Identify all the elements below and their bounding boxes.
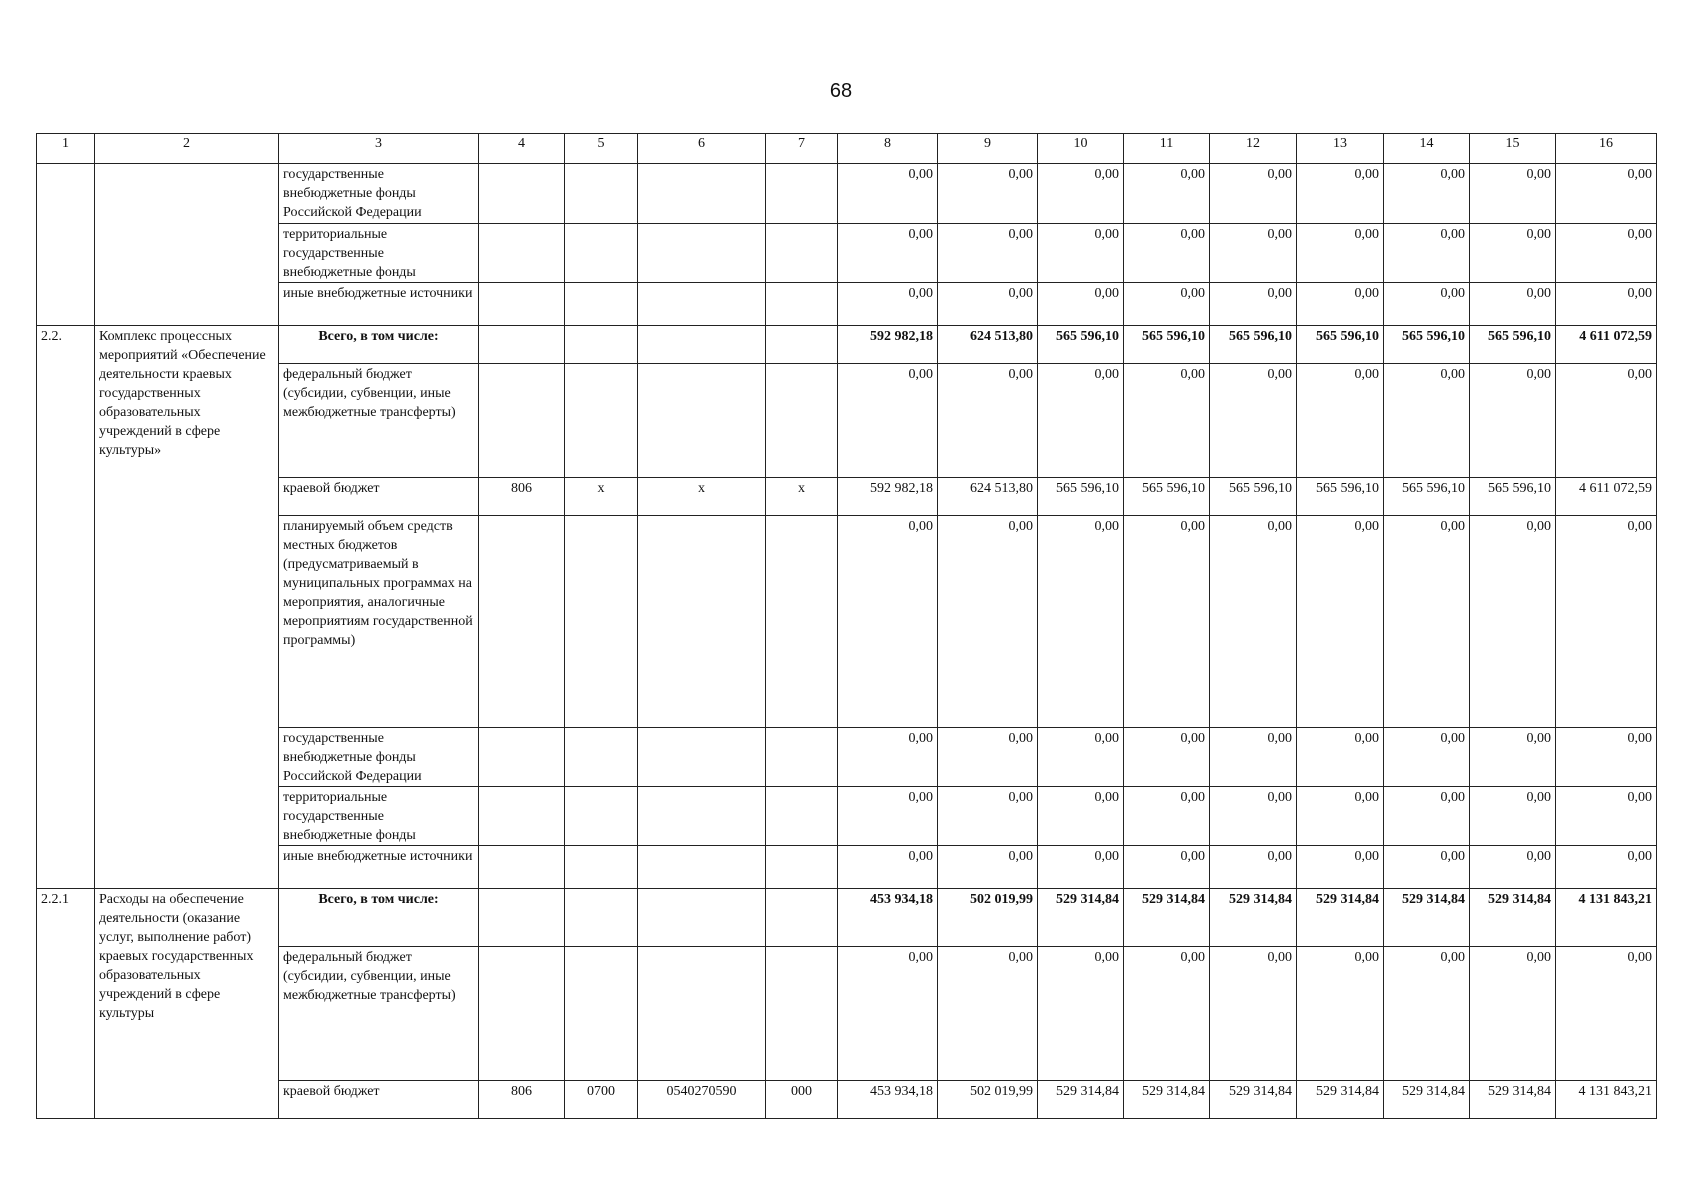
value-cell-col10: 0,00 bbox=[1038, 947, 1124, 1081]
value-cell-col10: 0,00 bbox=[1038, 224, 1124, 283]
value-cell-col12: 0,00 bbox=[1210, 947, 1297, 1081]
value-cell-col15: 565 596,10 bbox=[1470, 478, 1556, 516]
header-cell: 15 bbox=[1470, 134, 1556, 164]
value-cell-col13: 0,00 bbox=[1297, 728, 1384, 787]
value-cell-col16: 0,00 bbox=[1556, 728, 1657, 787]
expense-type-cell bbox=[766, 364, 838, 478]
value-cell-col11: 0,00 bbox=[1124, 164, 1210, 224]
table-row bbox=[37, 728, 1657, 787]
program-name-cell: Комплекс процессных мероприятий «Обеспечение деятельности краевых государственных образовательных учреждений в сфере культуры» bbox=[95, 326, 279, 889]
value-cell-col11: 0,00 bbox=[1124, 224, 1210, 283]
value-cell-col13: 529 314,84 bbox=[1297, 889, 1384, 947]
value-cell-col13: 0,00 bbox=[1297, 516, 1384, 728]
value-cell-col8: 0,00 bbox=[838, 516, 938, 728]
value-cell-col10: 0,00 bbox=[1038, 516, 1124, 728]
value-cell-col16: 4 131 843,21 bbox=[1556, 889, 1657, 947]
table-row bbox=[37, 283, 1657, 326]
value-cell-col9: 624 513,80 bbox=[938, 478, 1038, 516]
section-code-cell bbox=[565, 516, 638, 728]
value-cell-col15: 0,00 bbox=[1470, 283, 1556, 326]
value-cell-col8: 0,00 bbox=[838, 947, 938, 1081]
funding-source-label: федеральный бюджет (субсидии, субвенции, иные межбюджетные трансферты) bbox=[279, 947, 479, 1081]
value-cell-col12: 0,00 bbox=[1210, 787, 1297, 846]
row-number-cell: 2.2. bbox=[37, 326, 95, 889]
value-cell-col16: 4 131 843,21 bbox=[1556, 1081, 1657, 1119]
funding-source-label: территориальные государственные внебюджетные фонды bbox=[279, 787, 479, 846]
value-cell-col11: 565 596,10 bbox=[1124, 326, 1210, 364]
value-cell-col10: 0,00 bbox=[1038, 283, 1124, 326]
value-cell-col16: 4 611 072,59 bbox=[1556, 326, 1657, 364]
value-cell-col13: 0,00 bbox=[1297, 787, 1384, 846]
value-cell-col13: 529 314,84 bbox=[1297, 1081, 1384, 1119]
target-article-cell bbox=[638, 224, 766, 283]
value-cell-col16: 0,00 bbox=[1556, 224, 1657, 283]
value-cell-col13: 0,00 bbox=[1297, 846, 1384, 889]
expense-type-cell bbox=[766, 846, 838, 889]
table-row bbox=[37, 364, 1657, 478]
section-code-cell bbox=[565, 889, 638, 947]
value-cell-col8: 0,00 bbox=[838, 728, 938, 787]
value-cell-col14: 529 314,84 bbox=[1384, 889, 1470, 947]
value-cell-col16: 0,00 bbox=[1556, 787, 1657, 846]
value-cell-col8: 0,00 bbox=[838, 787, 938, 846]
value-cell-col12: 0,00 bbox=[1210, 516, 1297, 728]
section-code-cell bbox=[565, 283, 638, 326]
value-cell-col10: 529 314,84 bbox=[1038, 1081, 1124, 1119]
section-code-cell bbox=[565, 326, 638, 364]
grbs-code-cell bbox=[479, 889, 565, 947]
value-cell-col12: 0,00 bbox=[1210, 846, 1297, 889]
value-cell-col9: 0,00 bbox=[938, 728, 1038, 787]
target-article-cell bbox=[638, 787, 766, 846]
expense-type-cell bbox=[766, 516, 838, 728]
grbs-code-cell: 806 bbox=[479, 1081, 565, 1119]
section-code-cell bbox=[565, 728, 638, 787]
value-cell-col13: 0,00 bbox=[1297, 947, 1384, 1081]
value-cell-col9: 624 513,80 bbox=[938, 326, 1038, 364]
value-cell-col15: 0,00 bbox=[1470, 164, 1556, 224]
grbs-code-cell bbox=[479, 947, 565, 1081]
header-cell: 3 bbox=[279, 134, 479, 164]
value-cell-col10: 0,00 bbox=[1038, 164, 1124, 224]
expense-type-cell bbox=[766, 787, 838, 846]
value-cell-col13: 0,00 bbox=[1297, 224, 1384, 283]
value-cell-col11: 0,00 bbox=[1124, 283, 1210, 326]
grbs-code-cell bbox=[479, 326, 565, 364]
row-number-cell bbox=[37, 164, 95, 326]
value-cell-col10: 565 596,10 bbox=[1038, 478, 1124, 516]
header-cell: 1 bbox=[37, 134, 95, 164]
funding-source-label: Всего, в том числе: bbox=[279, 889, 479, 947]
funding-source-label: иные внебюджетные источники bbox=[279, 846, 479, 889]
value-cell-col8: 0,00 bbox=[838, 283, 938, 326]
value-cell-col15: 0,00 bbox=[1470, 224, 1556, 283]
value-cell-col8: 0,00 bbox=[838, 224, 938, 283]
row-number-cell: 2.2.1 bbox=[37, 889, 95, 1119]
header-cell: 10 bbox=[1038, 134, 1124, 164]
header-cell: 8 bbox=[838, 134, 938, 164]
header-cell: 5 bbox=[565, 134, 638, 164]
value-cell-col10: 565 596,10 bbox=[1038, 326, 1124, 364]
value-cell-col14: 0,00 bbox=[1384, 224, 1470, 283]
grbs-code-cell bbox=[479, 224, 565, 283]
value-cell-col16: 0,00 bbox=[1556, 364, 1657, 478]
target-article-cell bbox=[638, 164, 766, 224]
header-cell: 7 bbox=[766, 134, 838, 164]
value-cell-col11: 0,00 bbox=[1124, 947, 1210, 1081]
expense-type-cell bbox=[766, 947, 838, 1081]
page-number: 68 bbox=[829, 80, 853, 102]
value-cell-col15: 0,00 bbox=[1470, 516, 1556, 728]
target-article-cell bbox=[638, 364, 766, 478]
table-row bbox=[37, 516, 1657, 728]
value-cell-col12: 0,00 bbox=[1210, 224, 1297, 283]
grbs-code-cell bbox=[479, 846, 565, 889]
value-cell-col16: 0,00 bbox=[1556, 516, 1657, 728]
value-cell-col9: 0,00 bbox=[938, 947, 1038, 1081]
section-code-cell bbox=[565, 787, 638, 846]
funding-source-label: государственные внебюджетные фонды Российской Федерации bbox=[279, 164, 479, 224]
header-cell: 4 bbox=[479, 134, 565, 164]
table-row bbox=[37, 846, 1657, 889]
value-cell-col11: 0,00 bbox=[1124, 846, 1210, 889]
value-cell-col10: 0,00 bbox=[1038, 728, 1124, 787]
section-code-cell bbox=[565, 947, 638, 1081]
table-row bbox=[37, 478, 1657, 516]
value-cell-col12: 0,00 bbox=[1210, 728, 1297, 787]
value-cell-col12: 0,00 bbox=[1210, 364, 1297, 478]
value-cell-col15: 0,00 bbox=[1470, 364, 1556, 478]
value-cell-col9: 0,00 bbox=[938, 516, 1038, 728]
target-article-cell: 0540270590 bbox=[638, 1081, 766, 1119]
value-cell-col10: 0,00 bbox=[1038, 364, 1124, 478]
value-cell-col12: 565 596,10 bbox=[1210, 478, 1297, 516]
value-cell-col15: 0,00 bbox=[1470, 728, 1556, 787]
section-code-cell bbox=[565, 846, 638, 889]
value-cell-col15: 0,00 bbox=[1470, 947, 1556, 1081]
grbs-code-cell bbox=[479, 164, 565, 224]
section-code-cell bbox=[565, 164, 638, 224]
table-row bbox=[37, 787, 1657, 846]
value-cell-col16: 4 611 072,59 bbox=[1556, 478, 1657, 516]
target-article-cell bbox=[638, 283, 766, 326]
target-article-cell bbox=[638, 846, 766, 889]
value-cell-col8: 0,00 bbox=[838, 846, 938, 889]
value-cell-col16: 0,00 bbox=[1556, 846, 1657, 889]
value-cell-col13: 0,00 bbox=[1297, 164, 1384, 224]
target-article-cell: x bbox=[638, 478, 766, 516]
expense-type-cell bbox=[766, 889, 838, 947]
table-row bbox=[37, 224, 1657, 283]
header-row bbox=[37, 134, 1657, 164]
value-cell-col8: 0,00 bbox=[838, 364, 938, 478]
value-cell-col16: 0,00 bbox=[1556, 283, 1657, 326]
value-cell-col9: 0,00 bbox=[938, 283, 1038, 326]
target-article-cell bbox=[638, 326, 766, 364]
value-cell-col8: 453 934,18 bbox=[838, 1081, 938, 1119]
header-cell: 13 bbox=[1297, 134, 1384, 164]
value-cell-col15: 0,00 bbox=[1470, 846, 1556, 889]
value-cell-col14: 0,00 bbox=[1384, 846, 1470, 889]
value-cell-col8: 592 982,18 bbox=[838, 326, 938, 364]
table-row bbox=[37, 1081, 1657, 1119]
grbs-code-cell bbox=[479, 516, 565, 728]
funding-source-label: Всего, в том числе: bbox=[279, 326, 479, 364]
target-article-cell bbox=[638, 728, 766, 787]
value-cell-col14: 0,00 bbox=[1384, 283, 1470, 326]
expense-type-cell bbox=[766, 283, 838, 326]
funding-source-label: краевой бюджет bbox=[279, 1081, 479, 1119]
value-cell-col14: 0,00 bbox=[1384, 947, 1470, 1081]
value-cell-col9: 502 019,99 bbox=[938, 889, 1038, 947]
header-cell: 11 bbox=[1124, 134, 1210, 164]
value-cell-col11: 565 596,10 bbox=[1124, 478, 1210, 516]
expense-type-cell bbox=[766, 164, 838, 224]
value-cell-col14: 529 314,84 bbox=[1384, 1081, 1470, 1119]
expense-type-cell: 000 bbox=[766, 1081, 838, 1119]
expense-type-cell: x bbox=[766, 478, 838, 516]
value-cell-col10: 0,00 bbox=[1038, 787, 1124, 846]
section-code-cell bbox=[565, 364, 638, 478]
value-cell-col10: 0,00 bbox=[1038, 846, 1124, 889]
header-cell: 14 bbox=[1384, 134, 1470, 164]
value-cell-col14: 0,00 bbox=[1384, 364, 1470, 478]
value-cell-col12: 529 314,84 bbox=[1210, 889, 1297, 947]
value-cell-col9: 502 019,99 bbox=[938, 1081, 1038, 1119]
value-cell-col15: 565 596,10 bbox=[1470, 326, 1556, 364]
value-cell-col12: 0,00 bbox=[1210, 164, 1297, 224]
funding-source-label: краевой бюджет bbox=[279, 478, 479, 516]
target-article-cell bbox=[638, 889, 766, 947]
value-cell-col14: 0,00 bbox=[1384, 787, 1470, 846]
grbs-code-cell bbox=[479, 364, 565, 478]
funding-source-label: федеральный бюджет (субсидии, субвенции, иные межбюджетные трансферты) bbox=[279, 364, 479, 478]
table-row bbox=[37, 326, 1657, 364]
value-cell-col14: 0,00 bbox=[1384, 516, 1470, 728]
value-cell-col16: 0,00 bbox=[1556, 164, 1657, 224]
value-cell-col8: 592 982,18 bbox=[838, 478, 938, 516]
value-cell-col12: 529 314,84 bbox=[1210, 1081, 1297, 1119]
header-cell: 6 bbox=[638, 134, 766, 164]
value-cell-col14: 565 596,10 bbox=[1384, 326, 1470, 364]
funding-source-label: государственные внебюджетные фонды Российской Федерации bbox=[279, 728, 479, 787]
value-cell-col14: 0,00 bbox=[1384, 164, 1470, 224]
expense-type-cell bbox=[766, 728, 838, 787]
value-cell-col12: 565 596,10 bbox=[1210, 326, 1297, 364]
value-cell-col11: 0,00 bbox=[1124, 728, 1210, 787]
funding-source-label: территориальные государственные внебюджетные фонды bbox=[279, 224, 479, 283]
value-cell-col11: 0,00 bbox=[1124, 787, 1210, 846]
expense-type-cell bbox=[766, 224, 838, 283]
value-cell-col8: 453 934,18 bbox=[838, 889, 938, 947]
value-cell-col9: 0,00 bbox=[938, 364, 1038, 478]
section-code-cell: x bbox=[565, 478, 638, 516]
funding-source-label: планируемый объем средств местных бюджетов (предусматриваемый в муниципальных программах на мероприятия, аналогичные мероприятиям государственной программы) bbox=[279, 516, 479, 728]
funding-source-label: иные внебюджетные источники bbox=[279, 283, 479, 326]
value-cell-col9: 0,00 bbox=[938, 846, 1038, 889]
header-cell: 16 bbox=[1556, 134, 1657, 164]
section-code-cell: 0700 bbox=[565, 1081, 638, 1119]
table-row bbox=[37, 889, 1657, 947]
value-cell-col11: 529 314,84 bbox=[1124, 889, 1210, 947]
value-cell-col11: 529 314,84 bbox=[1124, 1081, 1210, 1119]
value-cell-col14: 0,00 bbox=[1384, 728, 1470, 787]
target-article-cell bbox=[638, 516, 766, 728]
grbs-code-cell: 806 bbox=[479, 478, 565, 516]
value-cell-col15: 0,00 bbox=[1470, 787, 1556, 846]
section-code-cell bbox=[565, 224, 638, 283]
value-cell-col13: 565 596,10 bbox=[1297, 326, 1384, 364]
value-cell-col15: 529 314,84 bbox=[1470, 1081, 1556, 1119]
grbs-code-cell bbox=[479, 728, 565, 787]
value-cell-col9: 0,00 bbox=[938, 164, 1038, 224]
value-cell-col14: 565 596,10 bbox=[1384, 478, 1470, 516]
value-cell-col13: 0,00 bbox=[1297, 283, 1384, 326]
value-cell-col15: 529 314,84 bbox=[1470, 889, 1556, 947]
program-name-cell: Расходы на обеспечение деятельности (оказание услуг, выполнение работ) краевых государственных образовательных учреждений в сфере культуры bbox=[95, 889, 279, 1119]
value-cell-col13: 565 596,10 bbox=[1297, 478, 1384, 516]
budget-table bbox=[36, 133, 1657, 1119]
header-cell: 2 bbox=[95, 134, 279, 164]
program-name-cell bbox=[95, 164, 279, 326]
value-cell-col9: 0,00 bbox=[938, 787, 1038, 846]
table-row bbox=[37, 164, 1657, 224]
value-cell-col11: 0,00 bbox=[1124, 516, 1210, 728]
value-cell-col12: 0,00 bbox=[1210, 283, 1297, 326]
header-cell: 9 bbox=[938, 134, 1038, 164]
value-cell-col9: 0,00 bbox=[938, 224, 1038, 283]
value-cell-col8: 0,00 bbox=[838, 164, 938, 224]
value-cell-col13: 0,00 bbox=[1297, 364, 1384, 478]
value-cell-col11: 0,00 bbox=[1124, 364, 1210, 478]
grbs-code-cell bbox=[479, 787, 565, 846]
value-cell-col16: 0,00 bbox=[1556, 947, 1657, 1081]
expense-type-cell bbox=[766, 326, 838, 364]
target-article-cell bbox=[638, 947, 766, 1081]
grbs-code-cell bbox=[479, 283, 565, 326]
table-row bbox=[37, 947, 1657, 1081]
value-cell-col10: 529 314,84 bbox=[1038, 889, 1124, 947]
header-cell: 12 bbox=[1210, 134, 1297, 164]
